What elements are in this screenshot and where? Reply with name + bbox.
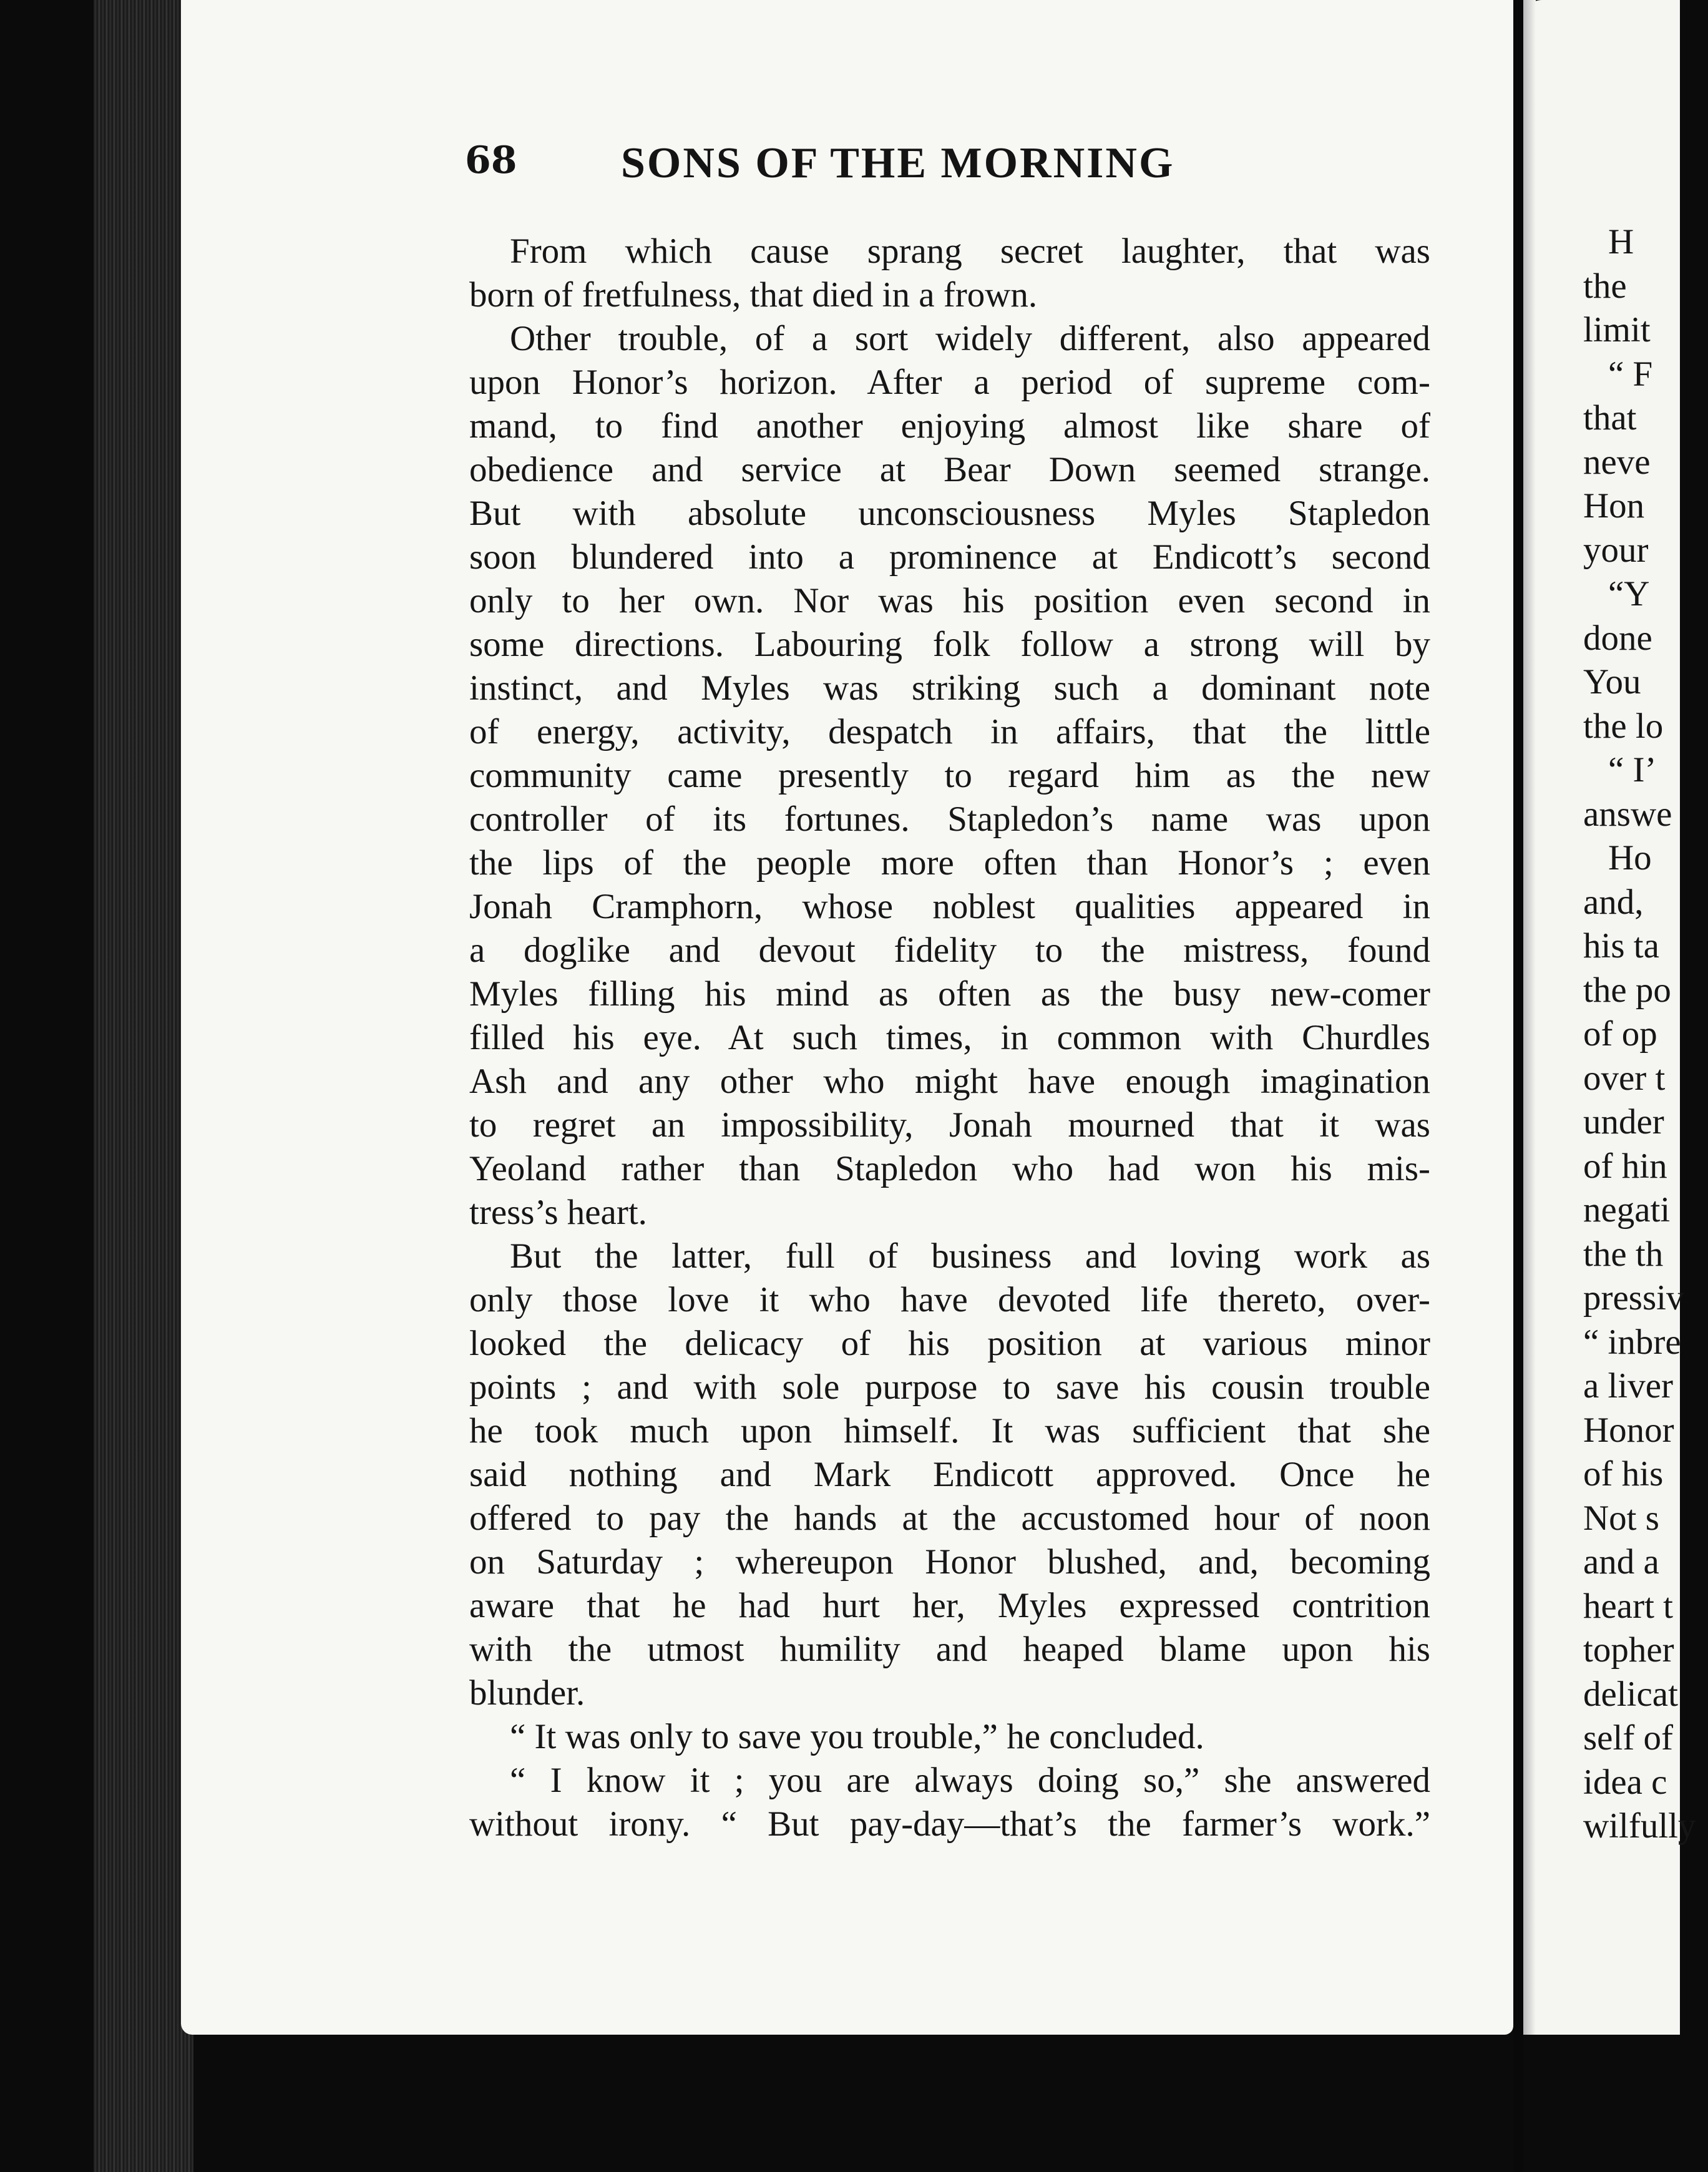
- text-line: controller of its fortunes. Stapledon’s name was upon: [469, 800, 1430, 839]
- facing-text-fragment: and a: [1583, 1542, 1659, 1582]
- facing-text-fragment: of his: [1583, 1454, 1664, 1494]
- facing-text-fragment: over t: [1583, 1058, 1666, 1098]
- facing-text-fragment: Hon: [1583, 486, 1645, 526]
- book-gutter: [1513, 0, 1523, 2172]
- facing-text-fragment: Ho: [1608, 838, 1652, 878]
- text-line: mand, to find another enjoying almost like share of: [469, 406, 1430, 446]
- facing-text-fragment: “ inbre: [1583, 1322, 1681, 1362]
- text-line: filled his eye. At such times, in common with Churdles: [469, 1018, 1430, 1057]
- right-page: [1523, 0, 1696, 2035]
- text-line: blunder.: [469, 1673, 585, 1713]
- facing-text-fragment: a liver: [1583, 1366, 1674, 1406]
- facing-text-fragment: under: [1583, 1102, 1664, 1142]
- text-line: offered to pay the hands at the accustomed hour of noon: [469, 1499, 1430, 1538]
- facing-text-fragment: answe: [1583, 794, 1672, 834]
- text-line: of energy, activity, despatch in affairs, that the little: [469, 712, 1430, 751]
- text-line: points ; and with sole purpose to save his cousin trouble: [469, 1367, 1430, 1407]
- facing-text-fragment: his ta: [1583, 926, 1659, 966]
- facing-text-fragment: heart t: [1583, 1586, 1674, 1626]
- text-line: upon Honor’s horizon. After a period of supreme com-: [469, 363, 1430, 402]
- page-number: 68: [465, 139, 517, 182]
- facing-text-fragment: Honor: [1583, 1410, 1674, 1450]
- facing-text-fragment: self of: [1583, 1718, 1674, 1758]
- right-page-shadow: [1523, 0, 1536, 2035]
- facing-text-fragment: H: [1608, 222, 1634, 262]
- facing-text-fragment: “ I’: [1608, 750, 1657, 790]
- facing-text-fragment: pressiv: [1583, 1278, 1684, 1318]
- facing-text-fragment: delicat: [1583, 1674, 1678, 1714]
- text-line: without irony. “ But pay-day—that’s the farmer’s work.”: [469, 1804, 1430, 1844]
- text-line: “ It was only to save you trouble,” he concluded.: [510, 1717, 1204, 1756]
- text-line: Yeoland rather than Stapledon who had won his mis-: [469, 1149, 1430, 1188]
- text-line: Other trouble, of a sort widely different, also appeared: [510, 319, 1430, 358]
- facing-text-fragment: “Y: [1608, 574, 1650, 614]
- text-line: obedience and service at Bear Down seemed strange.: [469, 450, 1430, 489]
- text-line: “ I know it ; you are always doing so,” she answered: [510, 1761, 1430, 1800]
- text-line: From which cause sprang secret laughter, that was: [510, 232, 1430, 271]
- facing-text-fragment: the th: [1583, 1234, 1664, 1274]
- facing-text-fragment: neve: [1583, 442, 1651, 482]
- text-line: on Saturday ; whereupon Honor blushed, and, becoming: [469, 1542, 1430, 1582]
- facing-text-fragment: wilfully: [1583, 1806, 1696, 1846]
- text-line: looked the delicacy of his position at various minor: [469, 1324, 1430, 1363]
- stacked-page-edges: [94, 0, 193, 2172]
- text-line: tress’s heart.: [469, 1193, 647, 1232]
- facing-page-text: [1583, 220, 1708, 1849]
- text-line: the lips of the people more often than Honor’s ; even: [469, 843, 1430, 883]
- text-line: community came presently to regard him as the new: [469, 756, 1430, 795]
- facing-text-fragment: and,: [1583, 882, 1644, 922]
- facing-text-fragment: “ F: [1608, 354, 1653, 394]
- facing-text-fragment: You: [1583, 662, 1641, 702]
- text-line: Ash and any other who might have enough imagination: [469, 1062, 1430, 1101]
- facing-text-fragment: idea c: [1583, 1762, 1667, 1802]
- facing-text-fragment: done: [1583, 618, 1652, 658]
- text-line: said nothing and Mark Endicott approved. Once he: [469, 1455, 1430, 1494]
- text-line: only to her own. Nor was his position even second in: [469, 581, 1430, 620]
- text-line: he took much upon himself. It was sufficient that she: [469, 1411, 1430, 1450]
- text-line: aware that he had hurt her, Myles expressed contrition: [469, 1586, 1430, 1625]
- facing-text-fragment: your: [1583, 530, 1649, 570]
- running-title: SONS OF THE MORNING: [621, 139, 1175, 187]
- text-line: Myles filling his mind as often as the busy new-comer: [469, 974, 1430, 1014]
- facing-text-fragment: the lo: [1583, 706, 1664, 746]
- facing-text-fragment: the po: [1583, 970, 1671, 1010]
- facing-text-fragment: limit: [1583, 310, 1651, 350]
- text-line: born of fretfulness, that died in a frown.: [469, 275, 1038, 315]
- text-line: instinct, and Myles was striking such a dominant note: [469, 668, 1430, 708]
- text-line: But the latter, full of business and loving work as: [510, 1236, 1430, 1276]
- facing-text-fragment: negati: [1583, 1190, 1671, 1230]
- text-line: Jonah Cramphorn, whose noblest qualities appeared in: [469, 887, 1430, 926]
- text-line: only those love it who have devoted life thereto, over-: [469, 1280, 1430, 1319]
- text-line: with the utmost humility and heaped blame upon his: [469, 1630, 1430, 1669]
- facing-text-fragment: that: [1583, 398, 1637, 438]
- facing-text-fragment: Not s: [1583, 1498, 1659, 1538]
- text-line: a doglike and devout fidelity to the mistress, found: [469, 931, 1430, 970]
- text-line: some directions. Labouring folk follow a strong will by: [469, 625, 1430, 664]
- facing-text-fragment: topher: [1583, 1630, 1674, 1670]
- text-line: But with absolute unconsciousness Myles Stapledon: [469, 494, 1430, 533]
- facing-text-fragment: of hin: [1583, 1146, 1667, 1186]
- facing-text-fragment: of op: [1583, 1014, 1657, 1054]
- page-header: [465, 139, 1289, 195]
- body-text: [469, 230, 1430, 1846]
- text-line: to regret an impossibility, Jonah mourned that it was: [469, 1105, 1430, 1145]
- facing-text-fragment: the: [1583, 266, 1627, 306]
- text-line: soon blundered into a prominence at Endicott’s second: [469, 537, 1430, 577]
